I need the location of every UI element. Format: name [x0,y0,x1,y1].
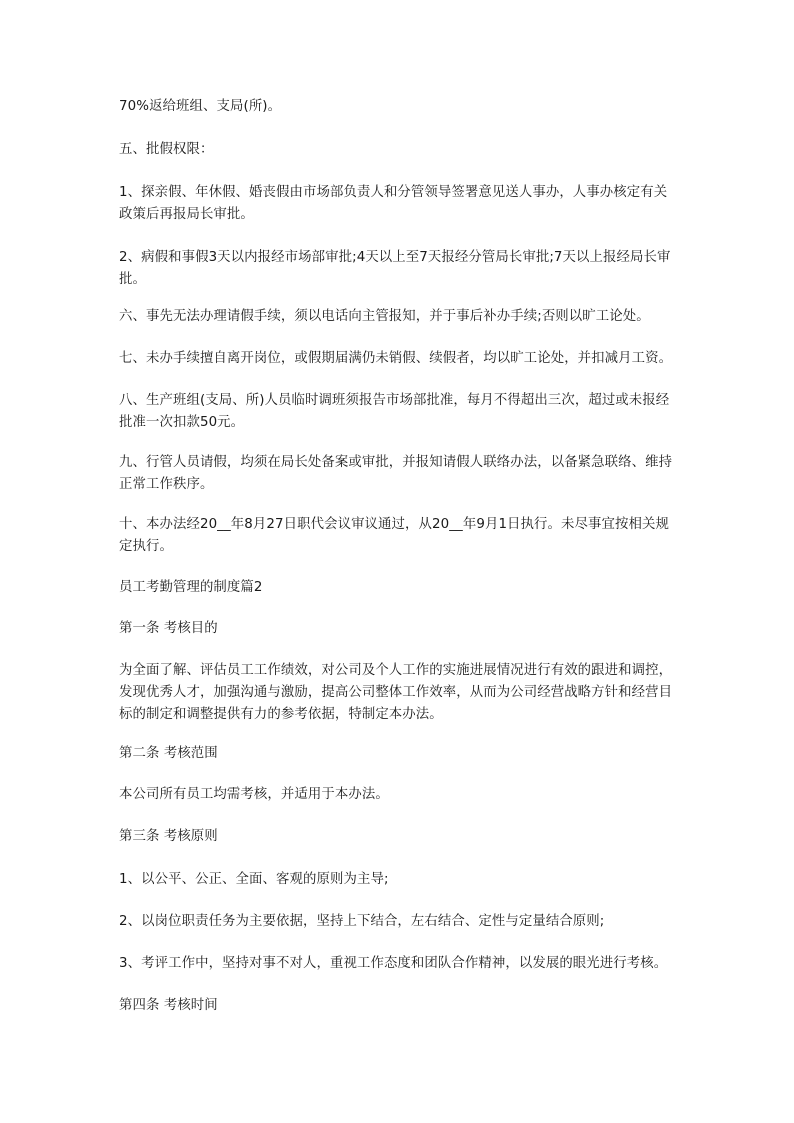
article-2-body: 本公司所有员工均需考核，并适用于本办法。 [119,787,389,802]
article-2-heading: 第二条 考核范围 [119,746,218,761]
section-title-part-2: 员工考勤管理的制度篇2 [119,580,263,595]
article-3-item-1: 1、以公平、公正、全面、客观的原则为主导; [119,872,389,887]
article-3-heading: 第三条 考核原则 [119,829,218,844]
article-1-heading: 第一条 考核目的 [119,621,218,636]
paragraph-leave-rule-2: 2、病假和事假3天以内报经市场部审批;4天以上至7天报经分管局长审批;7天以上报经局长审批。 [119,250,671,287]
paragraph-leave-rule-1: 1、探亲假、年休假、婚丧假由市场部负责人和分管领导签署意见送人事办，人事办核定有关政策后再报局长审批。 [119,185,668,222]
article-3-item-2: 2、以岗位职责任务为主要依据，坚持上下结合，左右结合、定性与定量结合原则; [119,914,605,929]
article-1-body: 为全面了解、评估员工工作绩效，对公司及个人工作的实施进展情况进行有效的跟进和调控，发现优秀人才，加强沟通与激励，提高公司整体工作效率，从而为公司经营战略方针和经营目标的制定和调整提供有力的参考依据，特制定本办法。 [119,663,673,722]
article-4-heading: 第四条 考核时间 [119,998,218,1013]
paragraph-rule-8: 八、生产班组(支局、所)人员临时调班须报告市场部批准，每月不得超出三次，超过或未报经批准一次扣款50元。 [119,393,670,430]
paragraph-rule-7: 七、未办手续擅自离开岗位，或假期届满仍未销假、续假者，均以旷工论处，并扣减月工资。 [119,351,673,366]
paragraph-rule-9: 九、行管人员请假，均须在局长处备案或审批，并报知请假人联络办法，以备紧急联络、维持正常工作秩序。 [119,455,673,492]
paragraph-return-ratio: 70%返给班组、支局(所)。 [119,99,282,114]
paragraph-rule-6: 六、事先无法办理请假手续，须以电话向主管报知，并于事后补办手续;否则以旷工论处。 [119,309,650,324]
article-3-item-3: 3、考评工作中，坚持对事不对人，重视工作态度和团队合作精神，以发展的眼光进行考核。 [119,956,668,971]
heading-leave-approval-authority: 五、批假权限： [119,142,214,157]
paragraph-rule-10: 十、本办法经20__年8月27日职代会议审议通过，从20__年9月1日执行。未尽事宜按相关规定执行。 [119,517,669,554]
